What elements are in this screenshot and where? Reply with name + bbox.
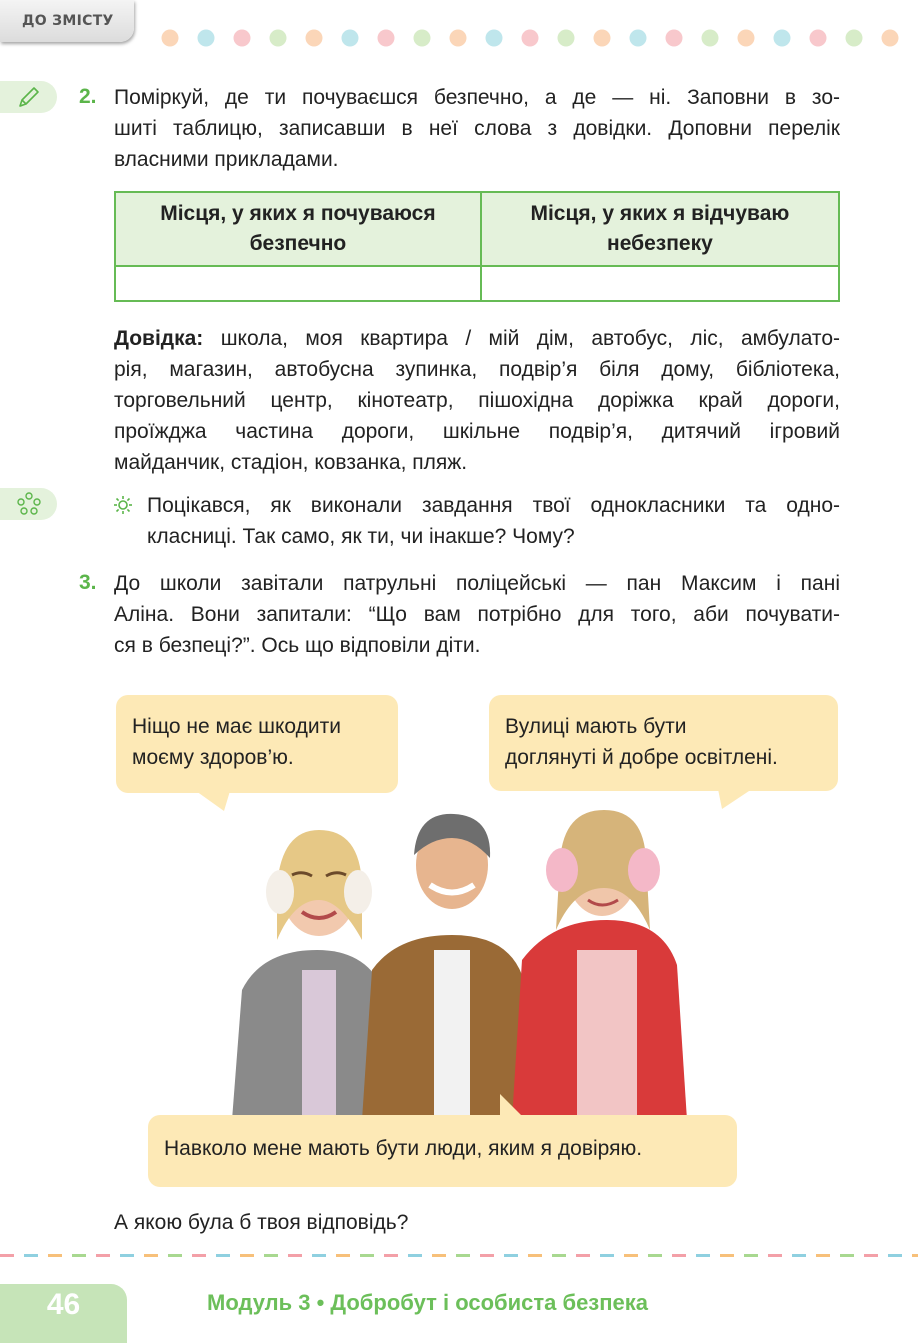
reference-first-line: школа, моя квартира / мій дім, автобус, ліс, амбулато- (203, 327, 840, 350)
decorative-dash (240, 1254, 254, 1257)
decorative-dashed-line (0, 1254, 918, 1258)
decorative-dot (198, 30, 215, 47)
decorative-dots (0, 29, 918, 47)
decorative-dash (744, 1254, 758, 1257)
bubble-line: Ніщо не має шкодити (132, 715, 341, 738)
group-icon (15, 490, 43, 518)
task-3-line: Аліна. Вони запитали: “Що вам потрібно для того, аби почувати- (114, 603, 840, 626)
places-table (114, 191, 840, 302)
decorative-dash (528, 1254, 542, 1257)
decorative-dot (882, 30, 899, 47)
decorative-dot (162, 30, 179, 47)
reflection-line: класниці. Так само, як ти, чи інакше? Чому? (147, 525, 575, 548)
group-work-tab (0, 488, 57, 520)
question-line: А якою була б твоя відповідь? (114, 1211, 409, 1234)
decorative-dash (888, 1254, 902, 1257)
decorative-dash (336, 1254, 350, 1257)
bubble-line: Вулиці мають бути (505, 715, 687, 738)
decorative-dash (408, 1254, 422, 1257)
decorative-dash (648, 1254, 662, 1257)
decorative-dot (558, 30, 575, 47)
decorative-dot (234, 30, 251, 47)
task-2-number: 2. (79, 85, 97, 108)
speech-bubble-right (489, 695, 838, 791)
decorative-dash (576, 1254, 590, 1257)
decorative-dash (264, 1254, 278, 1257)
decorative-dash (168, 1254, 182, 1257)
decorative-dash (720, 1254, 734, 1257)
decorative-dot (702, 30, 719, 47)
reflection-line: Поцікався, як виконали завдання твої однокласники та одно- (147, 494, 840, 517)
decorative-dash (840, 1254, 854, 1257)
reference-line: майданчик, стадіон, ковзанка, пляж. (114, 451, 468, 474)
task-3-text (114, 568, 840, 661)
decorative-dash (288, 1254, 302, 1257)
bubble-tail-right (718, 789, 752, 811)
decorative-dash (96, 1254, 110, 1257)
decorative-dot (378, 30, 395, 47)
decorative-dash (24, 1254, 38, 1257)
decorative-dash (48, 1254, 62, 1257)
decorative-dash (384, 1254, 398, 1257)
decorative-dash (72, 1254, 86, 1257)
decorative-dot (522, 30, 539, 47)
bubble-line: Навколо мене мають бути люди, яким я довіряю. (164, 1137, 643, 1160)
bubble-tail-bottom (498, 1094, 524, 1118)
task-2-line: Поміркуй, де ти почуваєшся безпечно, а де — ні. Заповни в зо- (114, 86, 840, 109)
table-header-danger: Місця, у яких я відчуваю небезпеку (481, 192, 839, 266)
task-3-line: До школи завітали патрульні поліцейські — пан Максим і пані (114, 572, 840, 595)
page-number: 46 (0, 1284, 127, 1343)
boy-middle-figure (362, 814, 527, 1120)
decorative-dash (144, 1254, 158, 1257)
reference-label: Довідка: (114, 327, 204, 350)
bubble-line: моєму здоров’ю. (132, 746, 294, 769)
decorative-dot (306, 30, 323, 47)
decorative-dot (270, 30, 287, 47)
decorative-dash (696, 1254, 710, 1257)
decorative-dash (624, 1254, 638, 1257)
decorative-dot (594, 30, 611, 47)
task-3-line: ся в безпеці?”. Ось що відповіли діти. (114, 634, 481, 657)
decorative-dash (672, 1254, 686, 1257)
reference-line: рія, магазин, автобусна зупинка, подвір’я біля дому, бібліотека, (114, 358, 840, 381)
task-2-line: власними прикладами. (114, 148, 339, 171)
children-photo (222, 800, 692, 1120)
task-3-number: 3. (79, 571, 97, 594)
toc-button[interactable]: ДО ЗМІСТУ (0, 0, 134, 42)
decorative-dash (504, 1254, 518, 1257)
decorative-dash (216, 1254, 230, 1257)
decorative-dot (810, 30, 827, 47)
reference-line: проїжджа частина дороги, шкільне подвір’я, дитячий ігровий (114, 420, 840, 443)
decorative-dash (120, 1254, 134, 1257)
girl-right-figure (512, 810, 687, 1120)
reference-line (114, 323, 840, 354)
decorative-dot (486, 30, 503, 47)
decorative-dot (414, 30, 431, 47)
table-cell-empty (481, 266, 839, 301)
decorative-dash (792, 1254, 806, 1257)
write-task-tab (0, 81, 57, 113)
decorative-dot (774, 30, 791, 47)
decorative-dot (846, 30, 863, 47)
decorative-dash (480, 1254, 494, 1257)
decorative-dot (666, 30, 683, 47)
reference-line: торговельний центр, кінотеатр, пішохідна доріжка край дороги, (114, 389, 840, 412)
pencil-icon (16, 84, 42, 110)
decorative-dash (864, 1254, 878, 1257)
table-header-safe: Місця, у яких я почуваюся безпечно (115, 192, 481, 266)
reference-text (114, 323, 840, 478)
task-2-text (114, 82, 840, 175)
decorative-dash (360, 1254, 374, 1257)
decorative-dash (432, 1254, 446, 1257)
decorative-dash (312, 1254, 326, 1257)
speech-bubble-bottom (148, 1115, 737, 1187)
decorative-dash (192, 1254, 206, 1257)
reflection-text (147, 490, 840, 552)
speech-bubble-left (116, 695, 398, 793)
question-text (114, 1207, 840, 1238)
decorative-dot (450, 30, 467, 47)
decorative-dash (456, 1254, 470, 1257)
decorative-dot (630, 30, 647, 47)
decorative-dash (0, 1254, 14, 1257)
decorative-dash (768, 1254, 782, 1257)
bubble-line: доглянуті й добре освітлені. (505, 746, 778, 769)
decorative-dot (738, 30, 755, 47)
table-cell-empty (115, 266, 481, 301)
task-2-line: шиті таблицю, записавши в неї слова з довідки. Доповни перелік (114, 117, 840, 140)
decorative-dash (912, 1254, 918, 1257)
decorative-dash (552, 1254, 566, 1257)
decorative-dash (600, 1254, 614, 1257)
decorative-dot (342, 30, 359, 47)
sun-icon (113, 495, 133, 515)
decorative-dash (816, 1254, 830, 1257)
module-title: Модуль 3 • Добробут і особиста безпека (207, 1290, 649, 1315)
